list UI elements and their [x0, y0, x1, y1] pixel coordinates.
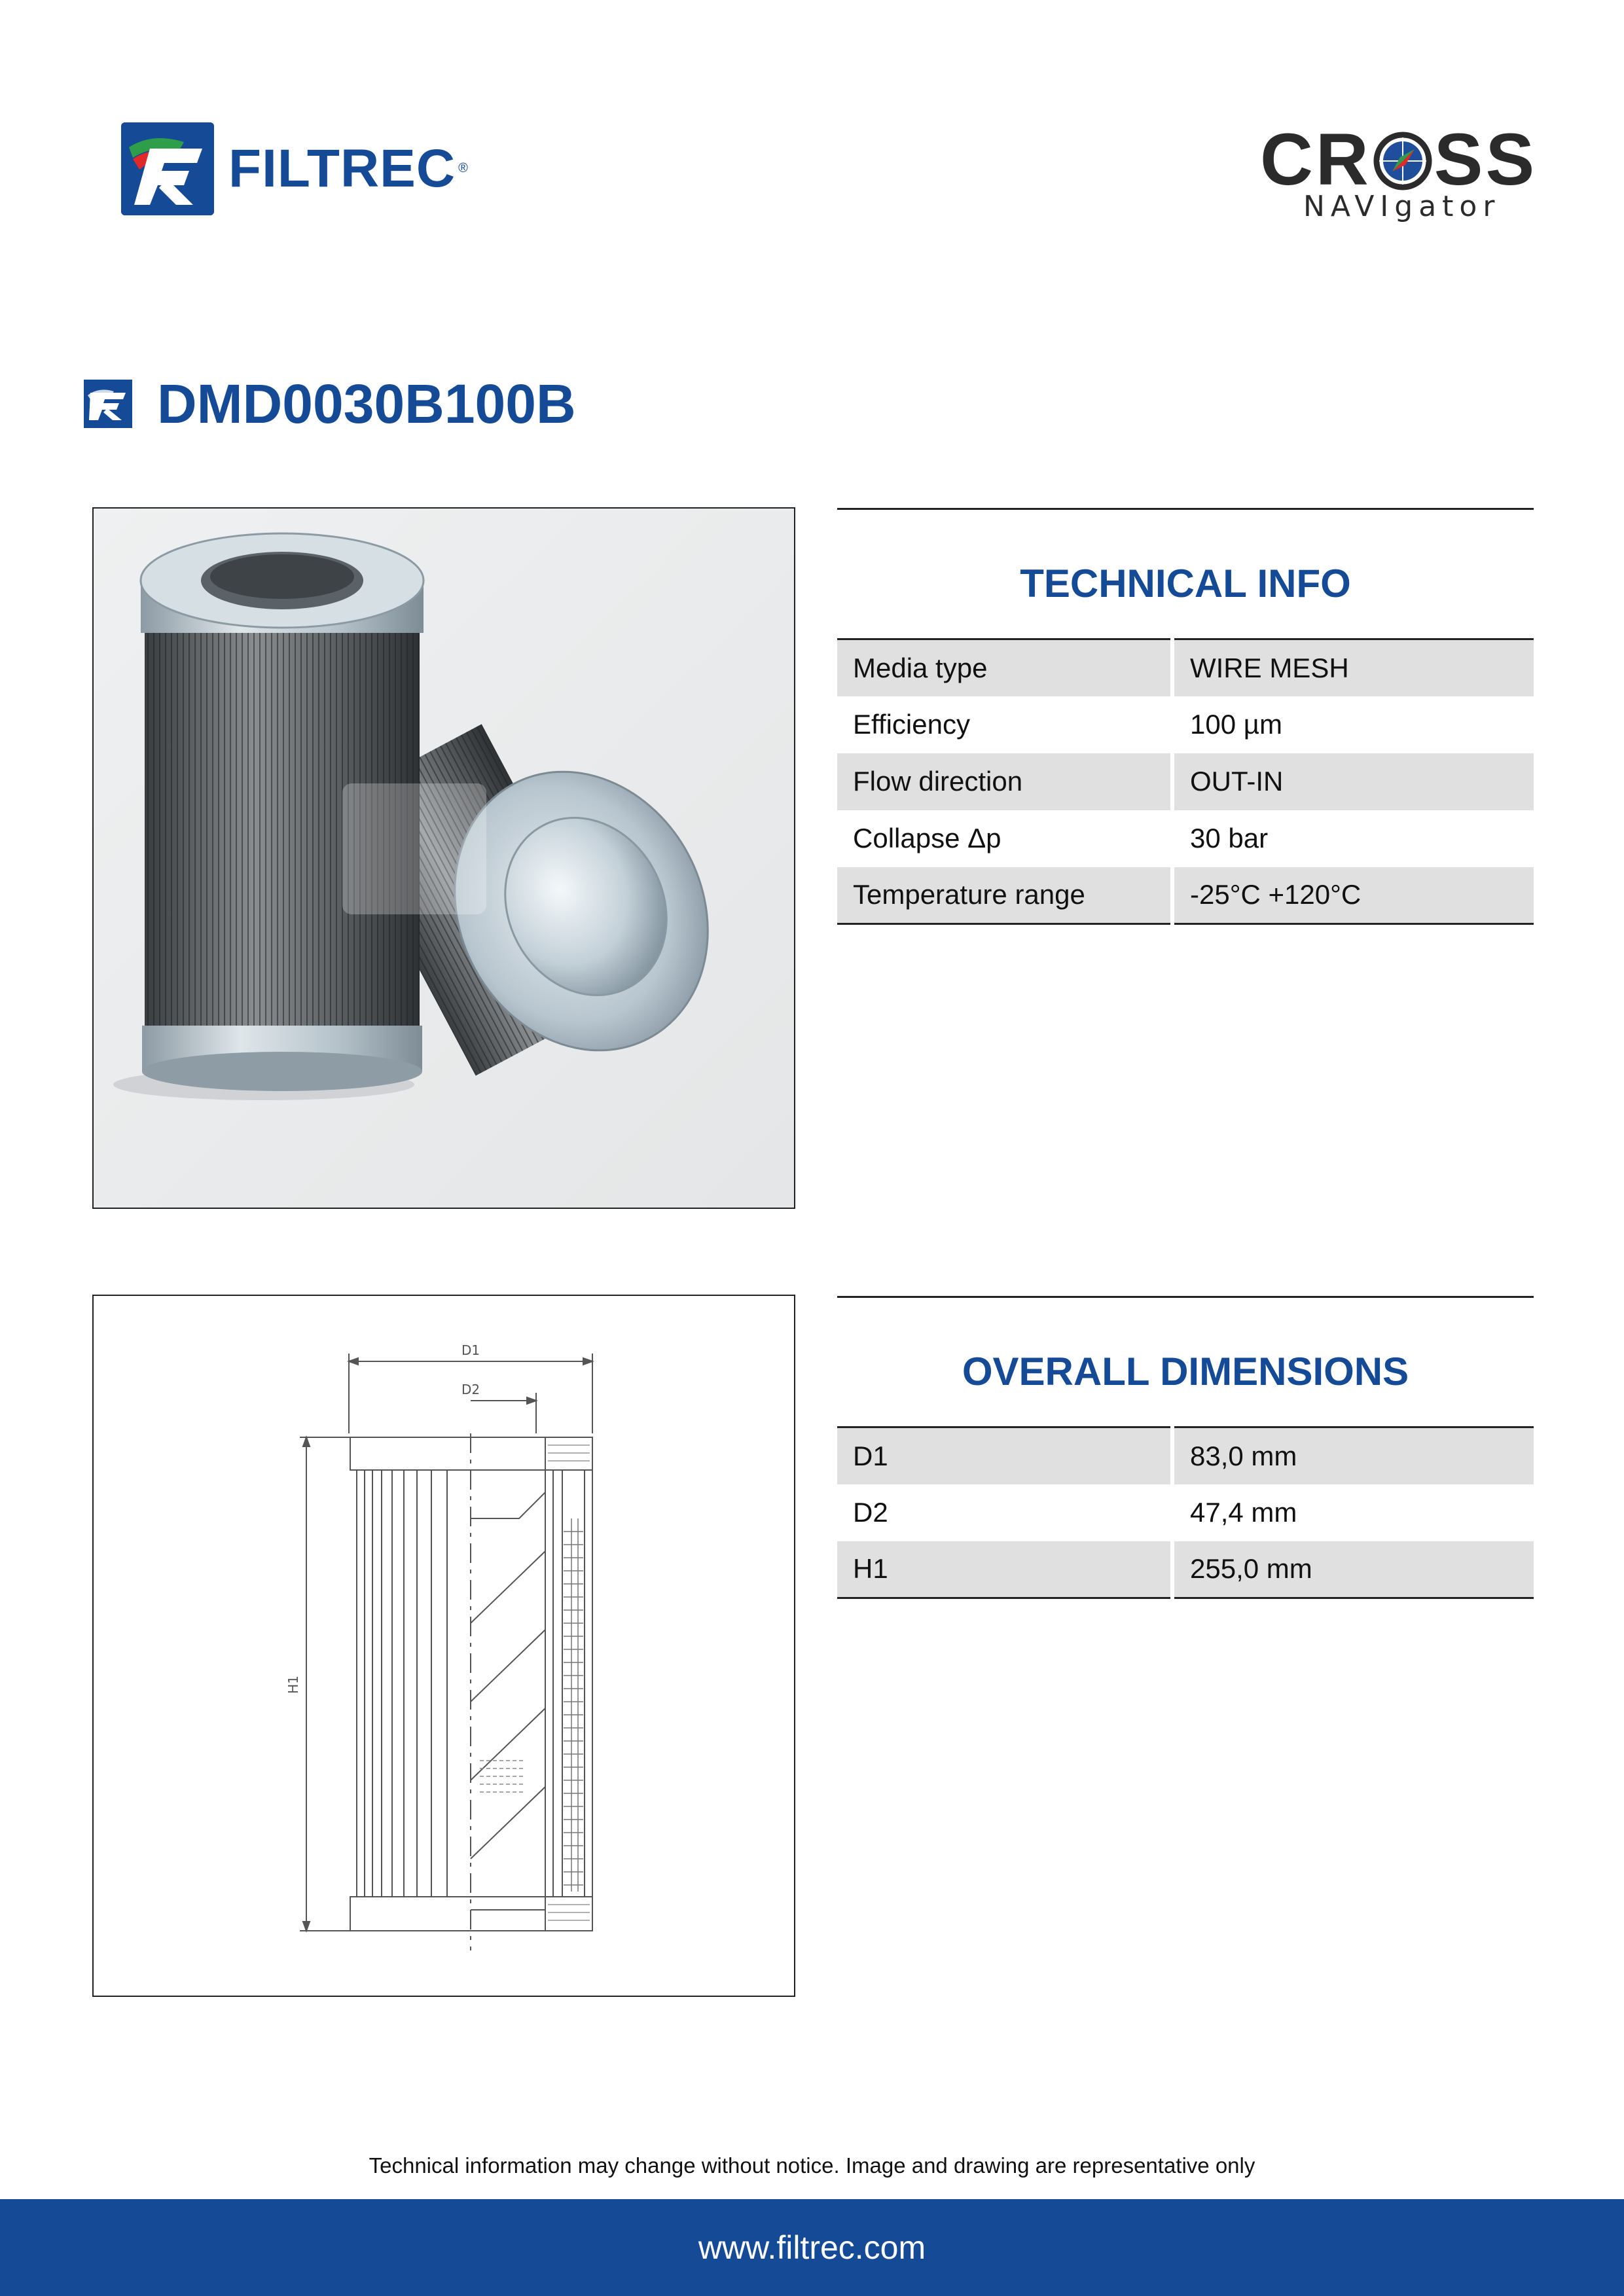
technical-info-heading: TECHNICAL INFO — [1020, 562, 1351, 605]
disclaimer-text: Technical information may change without notice. Image and drawing are representative only — [369, 2153, 1255, 2178]
drawing-label-d1: D1 — [461, 1342, 480, 1358]
table-row — [837, 639, 1534, 696]
footer-bar — [0, 2199, 1624, 2296]
table-row — [837, 696, 1534, 753]
drawing-label-h1: H1 — [285, 1676, 301, 1694]
table-row — [837, 1541, 1534, 1598]
row-label: Flow direction — [837, 753, 1172, 810]
row-value: OUT-IN — [1172, 753, 1534, 810]
product-photo — [92, 507, 795, 1209]
table-row — [837, 867, 1534, 924]
row-label: Media type — [837, 639, 1172, 696]
row-value: 83,0 mm — [1172, 1427, 1534, 1484]
row-label: D2 — [837, 1484, 1172, 1541]
row-value: -25°C +120°C — [1172, 867, 1534, 924]
compass-icon — [1373, 130, 1433, 190]
partner-logo-bottom: NAVIgator — [1303, 190, 1501, 223]
brand-name: FILTREC — [228, 138, 456, 198]
partner-logo-top: CR — [1260, 118, 1371, 200]
technical-info-section — [837, 508, 1534, 925]
row-value: 30 bar — [1190, 823, 1269, 853]
product-title-row — [84, 374, 576, 433]
overall-dimensions-heading: OVERALL DIMENSIONS — [962, 1350, 1409, 1393]
row-label: H1 — [837, 1541, 1172, 1598]
section-divider — [837, 508, 1534, 510]
section-divider — [837, 1296, 1534, 1298]
drawing-label-d2: D2 — [461, 1382, 480, 1397]
row-value: 255,0 mm — [1172, 1541, 1534, 1598]
dimensions-table — [837, 1426, 1534, 1599]
table-row — [837, 810, 1534, 867]
product-code: DMD0030B100B — [157, 373, 576, 435]
table-row — [837, 1427, 1534, 1484]
row-label: Efficiency — [837, 696, 1172, 753]
overall-dimensions-section — [837, 1296, 1534, 1599]
row-value: 100 µm — [1190, 709, 1282, 740]
filtrec-logo — [121, 121, 475, 216]
row-value: 47,4 mm — [1190, 1497, 1297, 1528]
technical-info-table — [837, 638, 1534, 925]
table-row — [837, 753, 1534, 810]
technical-drawing — [92, 1295, 795, 1997]
registered-mark: ® — [458, 161, 468, 175]
row-label: Collapse Δp — [837, 810, 1172, 867]
cross-navigator-logo — [1260, 118, 1538, 223]
title-brand-icon — [84, 380, 132, 428]
row-label: D1 — [837, 1427, 1172, 1484]
row-label: Temperature range — [837, 867, 1172, 924]
filtrec-logo-icon — [121, 122, 214, 215]
partner-logo-top-end: SS — [1434, 118, 1538, 200]
row-value: WIRE MESH — [1172, 639, 1534, 696]
table-row — [837, 1484, 1534, 1541]
website-link[interactable]: www.filtrec.com — [698, 2229, 926, 2266]
